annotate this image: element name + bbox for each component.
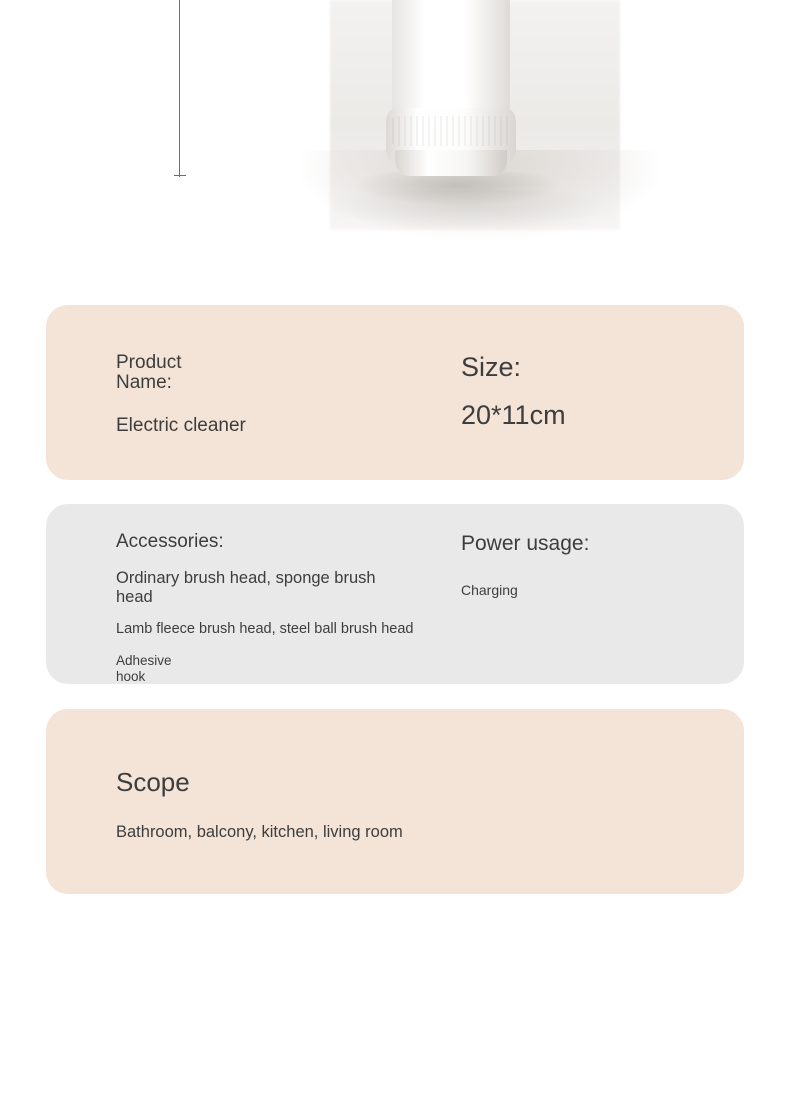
measurement-line-cap-icon <box>174 175 186 176</box>
size-label: Size: <box>461 352 522 382</box>
device-base <box>395 150 507 176</box>
scope-value: Bathroom, balcony, kitchen, living room <box>116 823 403 841</box>
accessories-label: Accessories: <box>116 531 224 552</box>
specification-card <box>46 305 744 480</box>
product-name-label: Product Name: <box>116 352 182 393</box>
scope-title: Scope <box>116 767 190 797</box>
accessories-group <box>116 532 461 684</box>
product-photo <box>0 0 790 290</box>
product-name-value: Electric cleaner <box>116 414 246 436</box>
accessories-line-2: Lamb fleece brush head, steel ball brush head <box>116 620 414 637</box>
size-group <box>461 353 704 437</box>
accessories-line-3: Adhesive hook <box>116 653 172 684</box>
accessories-line-1: Ordinary brush head, sponge brush head <box>116 568 376 606</box>
size-value: 20*11cm <box>461 399 566 430</box>
power-value: Charging <box>461 582 518 598</box>
product-name-group <box>116 353 461 437</box>
measurement-line-icon <box>179 0 180 177</box>
power-group <box>461 532 704 684</box>
accessories-card <box>46 504 744 684</box>
device-shadow <box>352 172 562 206</box>
info-cards <box>0 305 790 894</box>
power-label: Power usage: <box>461 532 590 555</box>
scope-card <box>46 709 744 894</box>
